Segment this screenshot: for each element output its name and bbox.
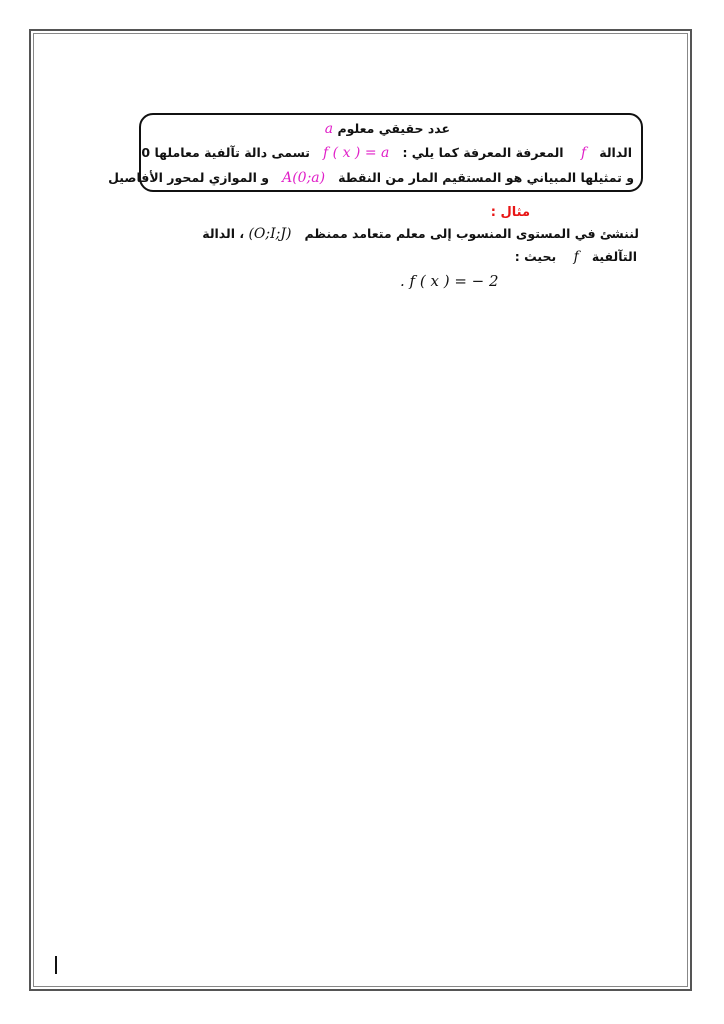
example-line-1 [202, 226, 639, 242]
definition-line-1 [325, 121, 450, 137]
example-formula: . f ( x ) = − 2 [400, 272, 499, 290]
example-line-1-text: لننشئ في المستوى المنسوب إلى معلم متعامد ممنظم [304, 226, 639, 241]
definition-line-2 [141, 145, 632, 161]
definition-line-3 [108, 170, 634, 186]
example-line-1-end: ، الدالة [202, 226, 245, 241]
definition-formula: f ( x ) = a [323, 145, 390, 161]
definition-line-3-start: و تمثيلها المبياني هو المستقيم المار من النقطة [338, 170, 634, 185]
definition-line-1-text: عدد حقيقي معلوم [337, 121, 450, 136]
definition-func: f [580, 145, 587, 161]
example-line-2-end: بحيث : [514, 249, 557, 264]
point-a: A(0;a) [282, 170, 326, 186]
definition-line-3-end: و الموازي لمحور الأفاصيل [108, 170, 270, 185]
example-func: f [573, 249, 579, 265]
frame-notation: (O;I;J) [248, 226, 292, 242]
definition-line-2-start: الدالة [599, 145, 632, 160]
example-title: مثال : [490, 205, 530, 220]
variable-a: a [324, 121, 334, 137]
example-line-2 [515, 249, 637, 265]
definition-line-2-mid: المعرفة المعرفة كما يلي : [402, 145, 564, 160]
example-line-2-text: التآلفية [591, 249, 637, 264]
text-cursor [55, 956, 57, 974]
definition-line-2-end: تسمى دالة تآلفية معاملها 0 [141, 145, 310, 160]
